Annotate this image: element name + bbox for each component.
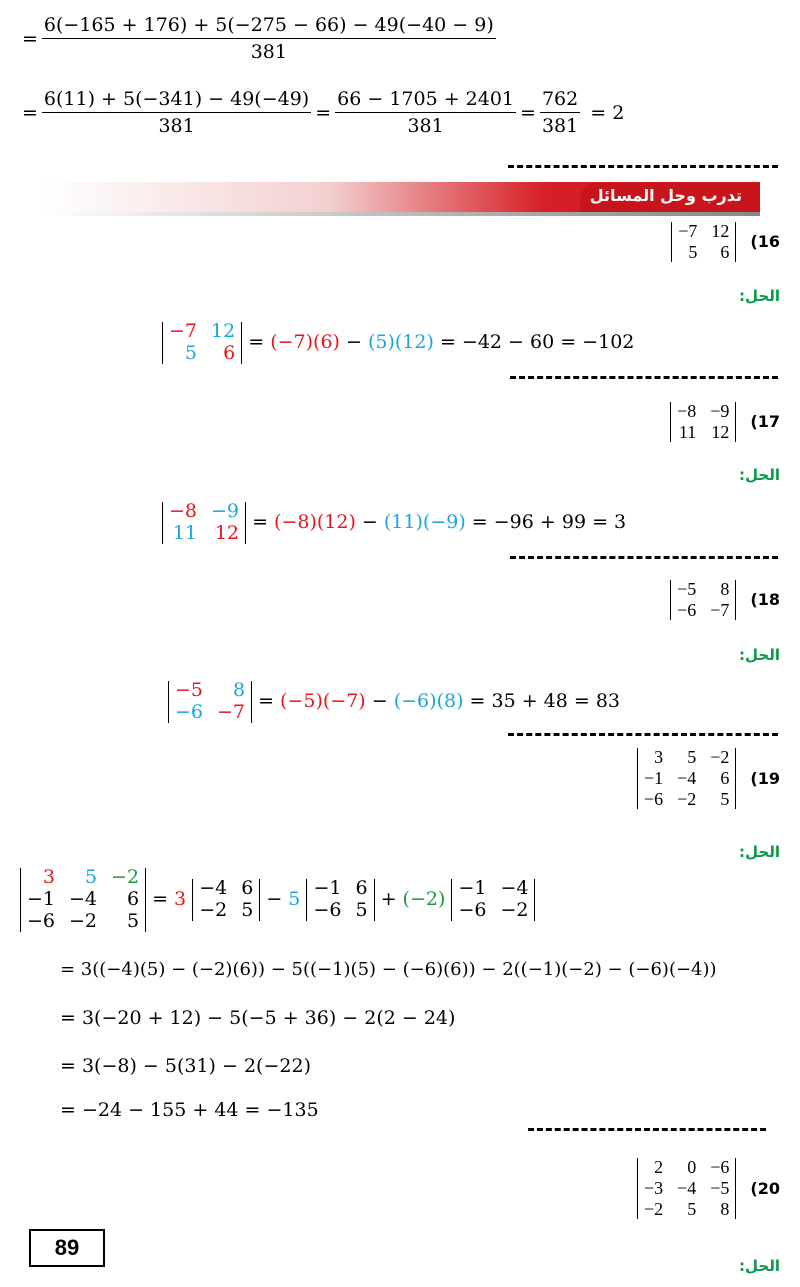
top-line-2: = $\frac{6(11) + 5(-341) - 49(-49)}{381}$ = $\frac{66 - 1705 + 2401}{381}$ = $\frac{762}{381}$ = 2 — [22, 88, 625, 137]
problem-18 — [670, 580, 780, 620]
solution-matrix: 3 5 −2 −1 −4 6 −6 −2 5 — [20, 868, 146, 932]
minor-matrix: −1 6 −6 5 — [306, 879, 374, 921]
solution-label: الحل: — [739, 466, 780, 484]
problem-17 — [670, 402, 780, 442]
problem-number: (18 — [750, 590, 780, 610]
solution-matrix: −5 8 −6 −7 — [168, 681, 252, 723]
top-line-1: = $\frac{6(-165 + 176) + 5(-275 - 66) - 49(-40 - 9)}{381}$ — [22, 14, 494, 63]
problem-20 — [637, 1158, 780, 1219]
solution-matrix: −7 12 5 6 — [162, 322, 242, 364]
fraction: $\frac{66 - 1705 + 2401}{381}$ — [337, 88, 515, 137]
fraction: $\frac{762}{381}$ — [541, 88, 579, 137]
separator — [508, 165, 778, 168]
fraction: $\frac{6(-165 + 176) + 5(-275 - 66) - 49(-40 - 9)}{381}$ — [43, 14, 494, 63]
page-number: 89 — [29, 1229, 105, 1267]
solution-label: الحل: — [739, 287, 780, 305]
problem-number: (20 — [750, 1178, 780, 1198]
solution-label: الحل: — [739, 1257, 780, 1275]
solution-17: −8 −9 11 12 = (−8) (12) − (11) (−9) = −96 + 99 = 3 — [162, 502, 626, 544]
problem-matrix: −8 −9 11 12 — [670, 402, 736, 442]
separator — [510, 556, 778, 559]
solution-19-line-2: = 3(−20 + 12) − 5(−5 + 36) − 2(2 − 24) — [60, 1007, 456, 1029]
solution-19-line-4: = −24 − 155 + 44 = −135 — [60, 1099, 319, 1121]
problem-number: (16 — [750, 232, 780, 252]
result: 2 — [612, 101, 625, 124]
solution-label: الحل: — [739, 843, 780, 861]
problem-number: (19 — [750, 768, 780, 788]
problem-19 — [637, 748, 780, 809]
banner-shadow — [40, 212, 760, 216]
minor-matrix: −4 6 −2 5 — [192, 879, 260, 921]
problem-matrix: 3 5 −2 −1 −4 6 −6 −2 5 — [637, 748, 736, 809]
problem-matrix: −7 12 5 6 — [671, 222, 736, 262]
solution-18: −5 8 −6 −7 = (−5) (−7) − (−6) (8) = 35 + 48 = 83 — [168, 681, 620, 723]
minor-matrix: −1 −4 −6 −2 — [451, 879, 535, 921]
problem-matrix: −5 8 −6 −7 — [670, 580, 736, 620]
solution-19-line-3: = 3(−8) − 5(31) − 2(−22) — [60, 1055, 311, 1077]
separator — [508, 733, 778, 736]
section-title: تدرب وحل المسائل — [589, 186, 742, 205]
solution-19-line-1: = 3((−4)(5) − (−2)(6)) − 5((−1)(5) − (−6)(6)) − 2((−1)(−2) − (−6)(−4)) — [60, 959, 717, 980]
problem-number: (17 — [750, 412, 780, 432]
solution-16: −7 12 5 6 = (−7) (6) − (5) (12) = −42 − 60 = −102 — [162, 322, 634, 364]
separator — [528, 1128, 766, 1131]
separator — [510, 376, 778, 379]
section-banner — [40, 182, 760, 212]
solution-label: الحل: — [739, 646, 780, 664]
problem-matrix: 2 0 −6 −3 −4 −5 −2 5 8 — [637, 1158, 736, 1219]
fraction: $\frac{6(11) + 5(-341) - 49(-49)}{381}$ — [43, 88, 310, 137]
solution-19-expansion: 3 5 −2 −1 −4 6 −6 −2 5 = 3 −4 6 −2 5 − 5 −1 6 −6 5 + (−2) −1 −4 −6 −2 — [20, 868, 535, 932]
solution-matrix: −8 −9 11 12 — [162, 502, 246, 544]
problem-16 — [671, 222, 780, 262]
